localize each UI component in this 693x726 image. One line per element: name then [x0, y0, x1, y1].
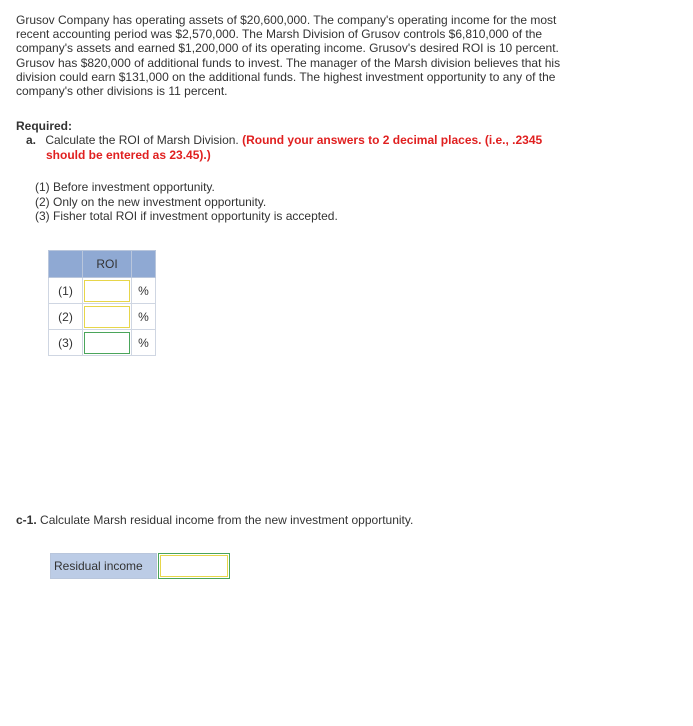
- percent-unit: %: [132, 278, 156, 304]
- row-label: (2): [49, 304, 83, 330]
- roi-input-3[interactable]: [84, 332, 130, 354]
- percent-unit: %: [132, 304, 156, 330]
- roi-answer-table: [48, 250, 156, 356]
- header-unit-cell: [132, 251, 156, 278]
- intro-line: company's assets and earned $1,200,000 of its operating income. Grusov's desired ROI is 10 percent.: [16, 41, 559, 56]
- roi-input-2[interactable]: [84, 306, 130, 328]
- roi-column-header: ROI: [83, 251, 132, 278]
- part-c1-question: [16, 513, 413, 527]
- percent-unit: %: [132, 330, 156, 356]
- part-a-question: [26, 133, 626, 163]
- problem-statement: [16, 13, 616, 98]
- roi-input-cell: [83, 278, 132, 304]
- list-item: (3) Fisher total ROI if investment opportunity is accepted.: [35, 209, 338, 223]
- list-item: (2) Only on the new investment opportunity.: [35, 194, 267, 209]
- rounding-instruction: (Round your answers to 2 decimal places. (i.e., .2345: [242, 133, 543, 147]
- residual-income-input[interactable]: [158, 553, 230, 579]
- intro-line: Grusov Company has operating assets of $20,600,000. The company's operating income for the most: [16, 13, 557, 27]
- part-a-text: Calculate the ROI of Marsh Division.: [45, 133, 239, 147]
- row-label: (3): [49, 330, 83, 356]
- residual-income-label: Residual income: [50, 553, 157, 579]
- part-c1-text: Calculate Marsh residual income from the new investment opportunity.: [40, 513, 414, 527]
- row-label: (1): [49, 278, 83, 304]
- residual-income-row: [50, 553, 230, 579]
- table-row: [49, 330, 156, 356]
- item-list: [35, 180, 338, 224]
- table-row: [49, 304, 156, 330]
- intro-line: company's other divisions is 11 percent.: [16, 84, 228, 99]
- roi-input-cell: [83, 304, 132, 330]
- part-c1-letter: c-1.: [16, 513, 37, 527]
- table-row: [49, 278, 156, 304]
- header-blank-cell: [49, 251, 83, 278]
- list-item: (1) Before investment opportunity.: [35, 180, 215, 194]
- intro-line: division could earn $131,000 on the additional funds. The highest investment opportunity to any of the: [16, 69, 556, 84]
- roi-input-1[interactable]: [84, 280, 130, 302]
- required-heading: Required:: [16, 119, 73, 133]
- intro-line: Grusov has $820,000 of additional funds to invest. The manager of the Marsh division believes that his: [16, 55, 561, 70]
- rounding-instruction-cont: should be entered as 23.45).): [46, 148, 211, 162]
- part-a-letter: a.: [26, 133, 37, 147]
- table-header-row: [49, 251, 156, 278]
- roi-input-cell: [83, 330, 132, 356]
- intro-line: recent accounting period was $2,570,000. The Marsh Division of Grusov controls $6,810,000 of the: [16, 27, 543, 42]
